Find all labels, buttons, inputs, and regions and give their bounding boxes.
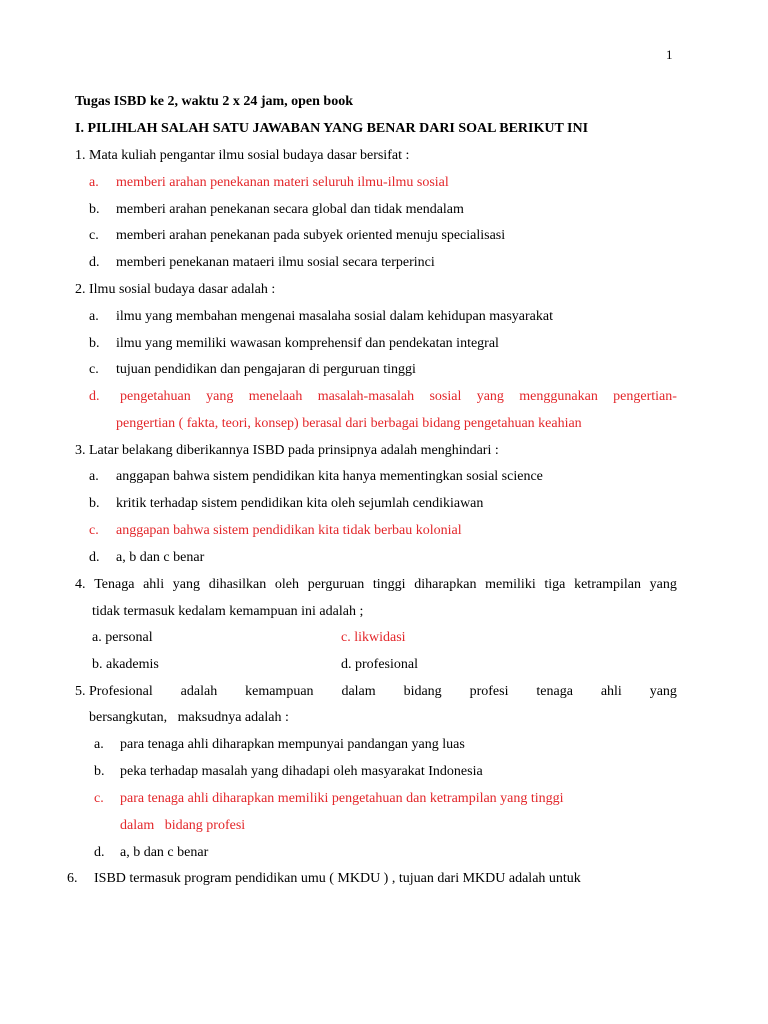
- option-c-text: tujuan pendidikan dan pengajaran di perguruan tinggi: [116, 362, 416, 377]
- question-text: ISBD termasuk program pendidikan umu ( MKDU ) , tujuan dari MKDU adalah untuk: [94, 871, 581, 886]
- option-d: d.: [89, 255, 100, 270]
- option-c: c. likwidasi: [341, 630, 406, 645]
- word: oleh: [274, 577, 300, 592]
- question-text: 1. Mata kuliah pengantar ilmu sosial budaya dasar bersifat :: [75, 148, 410, 163]
- option-a: a.: [89, 469, 99, 484]
- word: adalah: [180, 684, 218, 699]
- word: ahli: [143, 577, 165, 592]
- option-c: c.: [89, 362, 99, 377]
- word: dihasilkan: [208, 577, 267, 592]
- option-c: c.: [89, 523, 99, 538]
- word: pengetahuan: [120, 389, 191, 404]
- word: bidang: [403, 684, 442, 699]
- option-d-text: a, b dan c benar: [116, 550, 205, 565]
- option-b: b.: [94, 764, 105, 779]
- option-c: c.: [94, 791, 104, 806]
- option-d: d.: [89, 389, 100, 404]
- option-d-text: memberi penekanan mataeri ilmu sosial secara terperinci: [116, 255, 435, 270]
- word: sosial: [429, 389, 462, 404]
- option-d-continuation: pengertian ( fakta, teori, konsep) berasal dari berbagai bidang pengetahuan keahian: [116, 416, 582, 431]
- question-continuation: tidak termasuk kedalam kemampuan ini adalah ;: [92, 604, 364, 619]
- option-a-text: ilmu yang membahan mengenai masalaha sosial dalam kehidupan masyarakat: [116, 309, 553, 324]
- word: perguruan: [307, 577, 365, 592]
- option-c-text: para tenaga ahli diharapkan memiliki pengetahuan dan ketrampilan yang tinggi: [120, 791, 564, 806]
- word: yang: [476, 389, 504, 404]
- option-b-text: kritik terhadap sistem pendidikan kita oleh sejumlah cendikiawan: [116, 496, 484, 511]
- option-a: a.: [89, 309, 99, 324]
- option-b: b.: [89, 202, 100, 217]
- option-b: b. akademis: [92, 657, 159, 672]
- option-d: d. profesional: [341, 657, 418, 672]
- section-heading: I. PILIHLAH SALAH SATU JAWABAN YANG BENAR DARI SOAL BERIKUT INI: [75, 121, 589, 136]
- option-d: d.: [94, 845, 105, 860]
- word: yang: [172, 577, 200, 592]
- word: menggunakan: [519, 389, 598, 404]
- word: ahli: [600, 684, 622, 699]
- assignment-title: Tugas ISBD ke 2, waktu 2 x 24 jam, open book: [75, 94, 353, 109]
- option-a: a. personal: [92, 630, 153, 645]
- option-b: b.: [89, 336, 100, 351]
- option-b-text: peka terhadap masalah yang dihadapi oleh masyarakat Indonesia: [120, 764, 483, 779]
- option-b: b.: [89, 496, 100, 511]
- word: 5. Profesional: [75, 684, 153, 699]
- word: memiliki: [485, 577, 536, 592]
- word: yang: [649, 577, 677, 592]
- option-d: d.: [89, 550, 100, 565]
- word: menelaah: [248, 389, 303, 404]
- word: dalam: [341, 684, 376, 699]
- option-b-text: ilmu yang memiliki wawasan komprehensif dan pendekatan integral: [116, 336, 499, 351]
- option-b-text: memberi arahan penekanan secara global dan tidak mendalam: [116, 202, 464, 217]
- word: masalah-masalah: [317, 389, 415, 404]
- option-d-text: a, b dan c benar: [120, 845, 209, 860]
- question-number: 6.: [67, 871, 78, 886]
- word: yang: [649, 684, 677, 699]
- word: ketrampilan: [574, 577, 641, 592]
- page-number: 1: [666, 47, 673, 62]
- word: 4.: [75, 577, 86, 592]
- question-continuation: bersangkutan, maksudnya adalah :: [89, 710, 289, 725]
- word: profesi: [469, 684, 509, 699]
- option-c-continuation: dalam bidang profesi: [120, 818, 246, 833]
- word: tinggi: [372, 577, 406, 592]
- option-c: c.: [89, 228, 99, 243]
- word: Tenaga: [94, 577, 135, 592]
- word: kemampuan: [245, 684, 314, 699]
- word: yang: [206, 389, 234, 404]
- option-a-text: para tenaga ahli diharapkan mempunyai pandangan yang luas: [120, 737, 465, 752]
- option-a-text: memberi arahan penekanan materi seluruh ilmu-ilmu sosial: [116, 175, 449, 190]
- question-text: [75, 576, 677, 594]
- question-text: 3. Latar belakang diberikannya ISBD pada prinsipnya adalah menghindari :: [75, 443, 499, 458]
- option-a-text: anggapan bahwa sistem pendidikan kita hanya mementingkan sosial science: [116, 469, 543, 484]
- option-a: a.: [94, 737, 104, 752]
- word: diharapkan: [414, 577, 477, 592]
- word: tenaga: [536, 684, 573, 699]
- option-c-text: memberi arahan penekanan pada subyek oriented menuju specialisasi: [116, 228, 506, 243]
- option-a: a.: [89, 175, 99, 190]
- question-text: [75, 683, 677, 701]
- word: tiga: [544, 577, 566, 592]
- option-d-text: [120, 388, 677, 406]
- word: pengertian-: [613, 389, 677, 404]
- question-text: 2. Ilmu sosial budaya dasar adalah :: [75, 282, 276, 297]
- option-c-text: anggapan bahwa sistem pendidikan kita tidak berbau kolonial: [116, 523, 462, 538]
